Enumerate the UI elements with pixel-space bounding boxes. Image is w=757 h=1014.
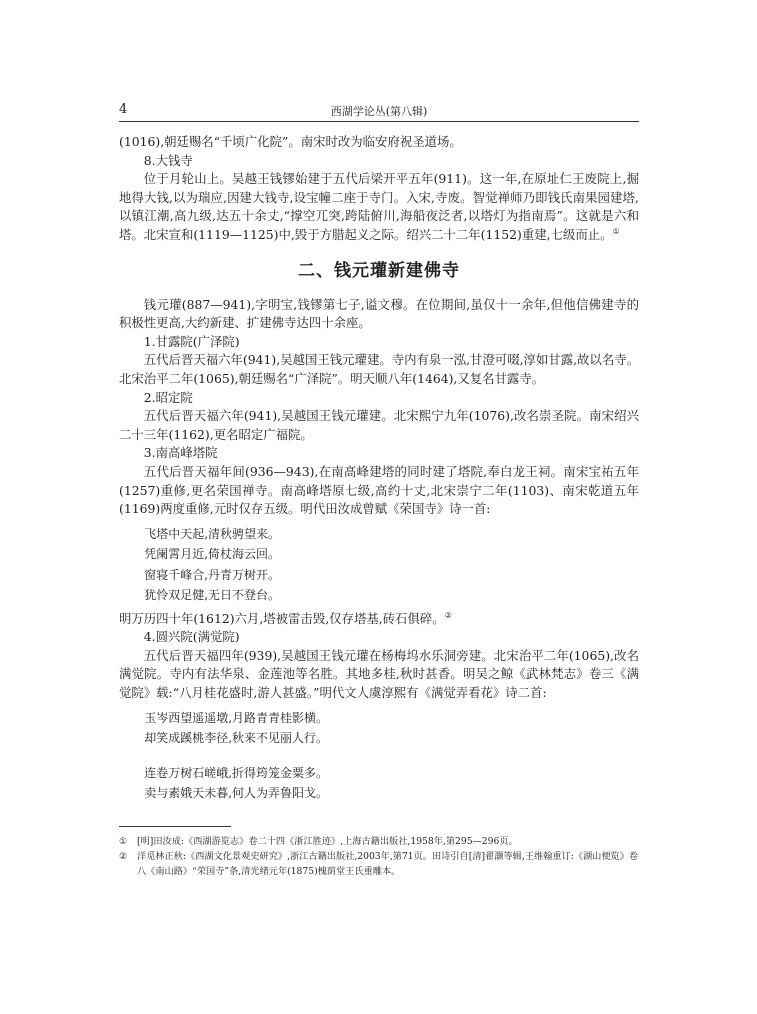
- footnote-2: [119, 849, 639, 879]
- poem-rongguo-temple: [119, 524, 639, 606]
- paragraph-yuanxing-temple: 五代后晋天福四年(939),吴越国王钱元瓘在杨梅坞水乐洞旁建。北宋治平二年(1065),改名满觉院。寺内有法华泉、金莲池等名胜。其地多桂,秋时甚香。明吴之鲸《武林梵志》卷三《满觉院》载:“八月桂花盛时,游人甚盛。”明代文人虞淳熙有《满觉弄看花》诗二首:: [119, 647, 639, 701]
- main-text: [119, 133, 639, 808]
- paragraph-daqian-temple: [119, 170, 639, 244]
- header-rule: [119, 121, 639, 122]
- paragraph-nangaofeng-tower: 五代后晋天福年间(936—943),在南高峰建塔的同时建了塔院,奉白龙王祠。南宋宝祐五年(1257)重修,更名荣国禅寺。南高峰塔原七级,高约十丈,北宋崇宁二年(1103)、南宋乾道五年(1169)两度重修,元时仅存五级。明代田汝成曾赋《荣国寺》诗一首:: [119, 463, 639, 517]
- subheading-daqian-temple: 8.大钱寺: [143, 152, 193, 168]
- footnote-text: 洋觅林正秋:《西湖文化景观史研究》,浙江古籍出版社,2003年,第71页。田诗引自[清]翟灏等辑,王维翰重订:《湖山便览》卷八《南山路》“荣国寺”条,清光绪元年(1875)槐荫堂王氏重雕本。: [137, 851, 639, 877]
- footnote-ref-2[interactable]: ②: [444, 610, 452, 620]
- poem-line: 飞塔中天起,清秋骋望来。: [144, 526, 281, 541]
- poem-line: 卖与素娥天未暮,何人为弄鲁阳戈。: [144, 786, 329, 801]
- poem-line: 凭阑霄月近,倚杖海云回。: [144, 547, 281, 562]
- paragraph-daqian-text: 位于月轮山上。吴越王钱镠始建于五代后梁开平五年(911)。这一年,在原址仁王废院上,掘地得大钱,以为瑞应,因建大钱寺,设宝幢二座于寺门。入宋,寺废。智觉禅师乃即钱氏南果园建塔,以镇江潮,高九级,达五十余丈,“撑空兀突,跨陆俯川,海船夜泛者,以塔灯为指南焉”。这就是六和塔。北宋宣和(1119—1125)中,毁于方腊起义之际。绍兴二十二年(1152)重建,七级而止。: [119, 171, 639, 242]
- footnote-text: [明]田汝成:《西湖游览志》卷二十四《浙江胜迹》,上海古籍出版社,1958年,第295—296页。: [137, 836, 518, 847]
- footnotes: [119, 834, 639, 879]
- page-number: 4: [119, 102, 128, 117]
- subheading-ganlu-temple: 1.甘露院(广泽院): [143, 333, 240, 349]
- section-title: 二、钱元瓘新建佛寺: [298, 260, 460, 281]
- poem-line: 却笑成蹊桃李径,秋来不见丽人行。: [144, 731, 329, 746]
- page-header: [119, 100, 639, 120]
- paragraph-tower-destroyed-text: 明万历四十年(1612)六月,塔被雷击毁,仅存塔基,砖石俱碎。: [119, 610, 445, 626]
- paragraph-intro: 钱元瓘(887—941),字明宝,钱镠第七子,谥文穆。在位期间,虽仅十一余年,但他信佛建寺的积极性更高,大约新建、扩建佛寺达四十余座。: [119, 296, 639, 331]
- footnote-rule: [119, 826, 231, 827]
- running-title: 西湖学论丛(第八辑): [330, 105, 428, 118]
- footnote-ref-1[interactable]: ①: [612, 226, 620, 236]
- footnote-mark: ①: [119, 836, 128, 847]
- poem-line: 玉岑西望遥遥墩,月路青青桂影横。: [144, 710, 329, 725]
- subheading-yuanxing-temple: 4.圆兴院(满觉院): [143, 629, 240, 645]
- poem-line: 连卷万树石嵯峨,折得筠笼金粟多。: [144, 765, 329, 780]
- subheading-zhaoding-temple: 2.昭定院: [143, 389, 193, 405]
- footnote-mark: ②: [119, 851, 128, 862]
- poem-manjue: [119, 708, 639, 804]
- subheading-nangaofeng-tower: 3.南高峰塔院: [143, 445, 218, 461]
- paragraph-zhaoding-temple: 五代后晋天福六年(941),吴越国王钱元瓘建。北宋熙宁九年(1076),改名崇圣院。南宋绍兴二十三年(1162),更名昭定广福院。: [119, 408, 639, 442]
- paragraph-tower-destroyed: [119, 610, 639, 629]
- paragraph-continued: (1016),朝廷赐名“千顷广化院”。南宋时改为临安府祝圣道场。: [119, 134, 462, 149]
- poem-line: 犹怜双足健,无日不登台。: [144, 588, 281, 603]
- footnote-1: [119, 834, 639, 849]
- paragraph-ganlu-temple: 五代后晋天福六年(941),吴越国王钱元瓘建。寺内有泉一泓,甘澄可啜,淳如甘露,故以名寺。北宋治平二年(1065),朝廷赐名“广泽院”。明天顺八年(1464),又复名甘露寺。: [119, 352, 639, 386]
- poem-stanza-gap: [144, 749, 639, 763]
- poem-line: 窗寝千峰合,丹青万树开。: [144, 567, 281, 582]
